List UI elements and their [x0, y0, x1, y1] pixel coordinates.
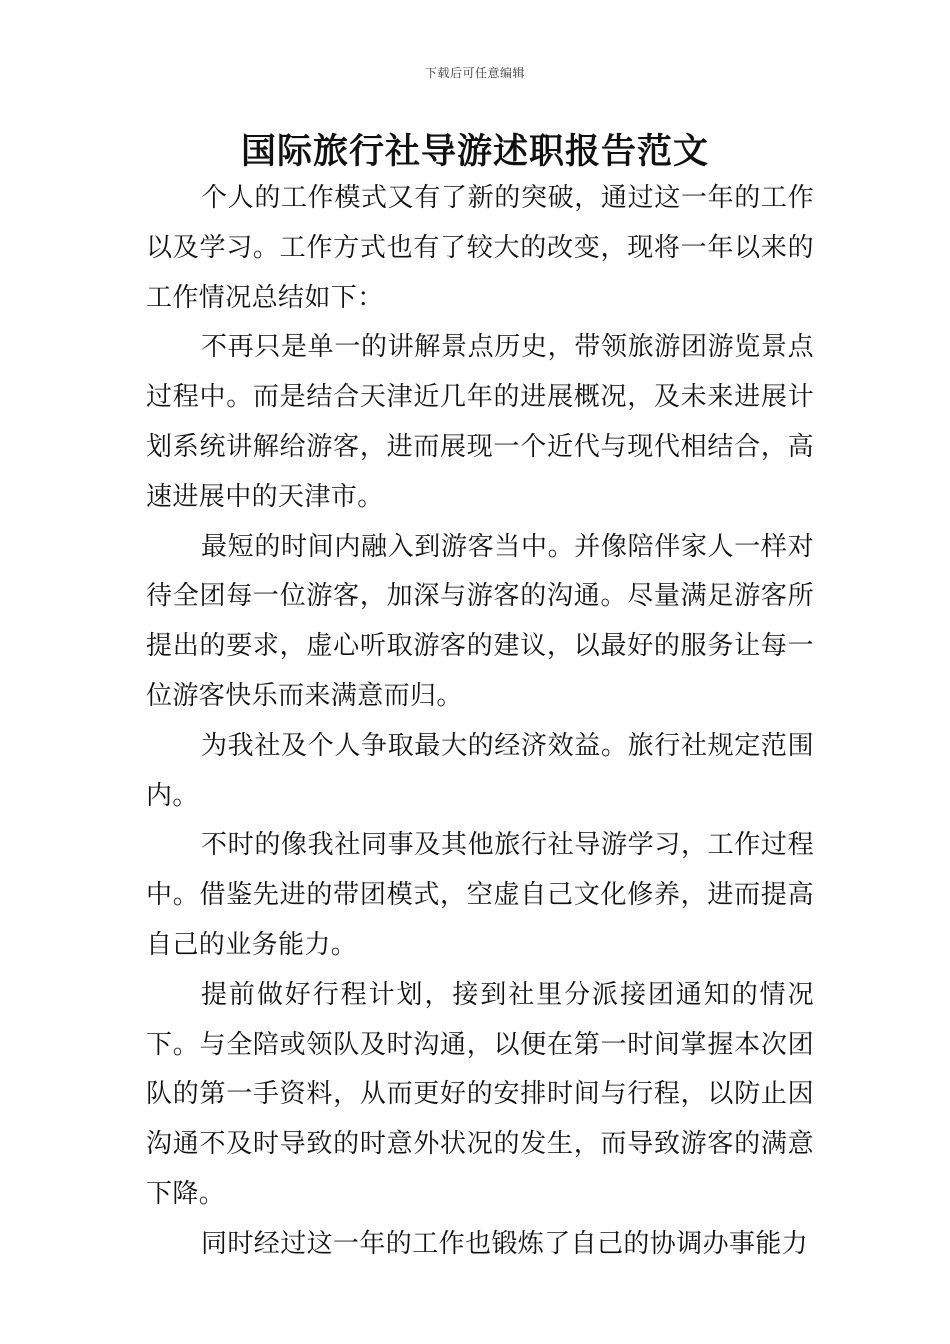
- paragraph: 个人的工作模式又有了新的突破，通过这一年的工作以及学习。工作方式也有了较大的改变，现将一年以来的工作情况总结如下：: [146, 183, 814, 313]
- document-body: [146, 174, 814, 1270]
- paragraph: 为我社及个人争取最大的经济效益。旅行社规定范围内。: [146, 730, 814, 811]
- paragraph: 不再只是单一的讲解景点历史，带领旅游团游览景点过程中。而是结合天津近几年的进展概况，及未来进展计划系统讲解给游客，进而展现一个近代与现代相结合，高速进展中的天津市。: [146, 332, 814, 512]
- paragraph: 同时经过这一年的工作也锻炼了自己的协调办事能力: [201, 1228, 809, 1259]
- paragraph: 不时的像我社同事及其他旅行社导游学习，工作过程中。借鉴先进的带团模式，空虚自己文化修养，进而提高自己的业务能力。: [146, 830, 814, 960]
- document-title: 国际旅行社导游述职报告范文: [240, 132, 709, 172]
- header-note: 下载后可任意编辑: [424, 66, 525, 80]
- paragraph: 最短的时间内融入到游客当中。并像陪伴家人一样对待全团每一位游客，加深与游客的沟通。尽量满足游客所提出的要求，虚心听取游客的建议，以最好的服务让每一位游客快乐而来满意而归。: [146, 531, 814, 711]
- paragraph: 提前做好行程计划，接到社里分派接团通知的情况下。与全陪或领队及时沟通，以便在第一时间掌握本次团队的第一手资料，从而更好的安排时间与行程，以防止因沟通不及时导致的时意外状况的发生，而导致游客的满意下降。: [146, 979, 814, 1209]
